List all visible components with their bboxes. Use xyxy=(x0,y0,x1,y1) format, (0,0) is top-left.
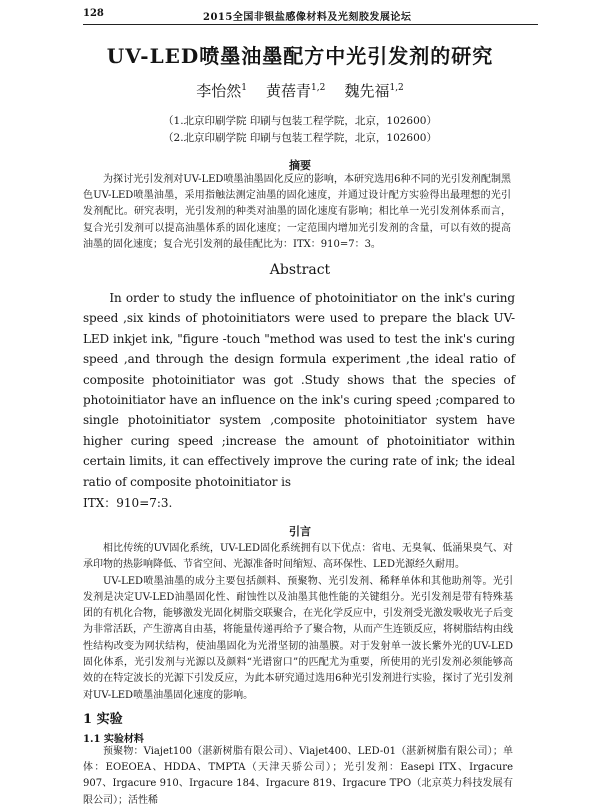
section-heading: 1 实验 xyxy=(83,712,123,727)
abstract-en-heading: Abstract xyxy=(269,262,331,278)
abstract-zh-text: 为探讨光引发剂对UV-LED喷墨油墨固化反应的影响，本研究选用6种不同的光引发剂配制黑色UV-LED喷墨油墨，采用指触法测定油墨的固化速度，并通过设计配方实验得出最理想的光引发剂配比。研究表明，光引发剂的种类对油墨的固化速度有影响；相比单一光引发剂体系而言，复合光引发剂可以提高油墨体系的固化速度；一定范围内增加光引发剂的含量，可以有效的提高油墨的固化速度；复合光引发剂的最佳配比为：ITX：910=7：3。 xyxy=(83,174,511,250)
running-header xyxy=(83,8,538,25)
materials-paragraph: 预聚物：Viajet100（湛新树脂有限公司）、Viajet400、LED-01（湛新树脂有限公司）；单体：EOEOEA、HDDA、TMPTA（天津天骄公司）；光引发剂：Easepi ITX、Irgacure 907、Irgacure 910、Irgacure 184、Irgacure 819、Irgacure TPO（北京英力科技发展有限公司）；活性稀 xyxy=(83,746,513,806)
author-list xyxy=(0,80,600,101)
abstract-en-text: In order to study the influence of photoinitiator on the ink's curing speed ,six kinds of photoinitiators were used to prepare the black UV-LED inkjet ink, "figure -touch "method was used to test the ink's curing speed ,and through the design formula experiment ,the ideal ratio of composite photoinitiator was got .Study shows that the species of photoinitiator have an influence on the ink's curing speed ;compared to single photoinitiator system ,composite photoinitiator system have higher curing speed ;increase the amount of photoinitiator within certain limits, it can effectively improve the curing rate of ink; the ideal ratio of composite photoinitiator is xyxy=(83,291,515,489)
abstract-zh-heading: 摘要 xyxy=(289,159,311,172)
author-name: 黄蓓青 xyxy=(266,82,312,100)
page-number: 128 xyxy=(83,8,104,19)
affiliation: （2.北京印刷学院 印刷与包装工程学院，北京，102600） xyxy=(163,132,437,144)
intro-paragraph: UV-LED喷墨油墨的成分主要包括颜料、预聚物、光引发剂、稀释单体和其他助剂等。光引发剂是决定UV-LED油墨固化性、耐蚀性以及油墨其他性能的关键组分。光引发剂是带有特殊基团的有机化合物，能够激发光固化树脂交联聚合，在光化学反应中，引发剂受光激发吸收光子后变为非常活跃，产生游离自由基，将能量传递再给予了聚合物，从而产生连锁反应，将树脂结构由线性结构改变为网状结构，使油墨固化为光滑坚韧的油墨膜。对于发射单一波长紫外光的UV-LED固化体系，光引发剂与光源以及颜料“光谱窗口”的匹配尤为重要，所使用的光引发剂必须能够高效的在特定波长的光源下引发反应，为此本研究通过选用6种光引发剂进行实验，探讨了光引发剂对UV-LED喷墨油墨固化速度的影响。 xyxy=(83,575,513,701)
author-affiliation-mark: 1,2 xyxy=(389,83,404,93)
intro-body xyxy=(83,541,513,704)
intro-heading: 引言 xyxy=(289,525,311,538)
intro-paragraph: 相比传统的UV固化系统，UV-LED固化系统拥有以下优点：省电、无臭氧、低涌果臭气、对承印物的热影响降低、节省空间、光源准备时间缩短、高环保性、LED光源经久耐用。 xyxy=(83,543,513,571)
journal-title: 2015全国非银盐感像材料及光刻胶发展论坛 xyxy=(203,12,412,23)
author-name: 魏先福 xyxy=(344,82,390,100)
author-name: 李怡然 xyxy=(196,82,242,100)
author-affiliation-mark: 1,2 xyxy=(311,83,326,93)
subsection-heading: 1.1 实验材料 xyxy=(83,734,144,745)
paper-title: UV-LED喷墨油墨配方中光引发剂的研究 xyxy=(106,44,494,68)
affiliation: （1.北京印刷学院 印刷与包装工程学院，北京，102600） xyxy=(163,115,437,127)
author-affiliation-mark: 1 xyxy=(241,83,247,93)
abstract-en-ratio: ITX：910=7:3. xyxy=(83,496,173,510)
